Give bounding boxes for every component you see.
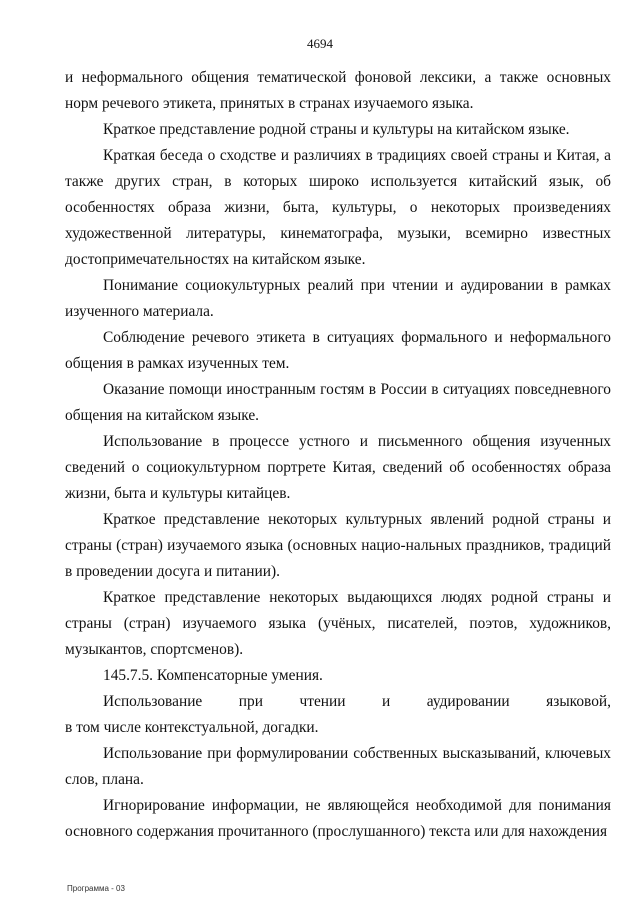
paragraph-continuation: и неформального общения тематической фоновой лексики, а также основных норм речевого этикета, принятых в странах изучаемого языка. — [65, 69, 611, 112]
document-body — [65, 65, 611, 845]
paragraph: Краткое представление некоторых выдающихся людях родной страны и страны (стран) изучаемого языка (учёных, писателей, поэтов, художников, музыкантов, спортсменов). — [65, 589, 611, 658]
paragraph: Краткое представление некоторых культурных явлений родной страны и страны (стран) изучаемого языка (основных нацио-нальных праздников, традиций в проведении досуга и питании). — [65, 511, 611, 580]
page-footer: Программа - 03 — [67, 884, 125, 893]
paragraph: Использование при чтении и аудировании языковой, — [103, 693, 611, 710]
paragraph: Понимание социокультурных реалий при чтении и аудировании в рамках изученного материала. — [65, 277, 611, 320]
paragraph: Краткая беседа о сходстве и различиях в традициях своей страны и Китая, а также других стран, в которых широко используется китайский язык, об особенностях образа жизни, быта, культуры, о некоторых произведениях художественной литературы, кинематографа, музыки, всемирно известных достопримечательностях на китайском языке. — [65, 147, 611, 268]
section-heading: 145.7.5. Компенсаторные умения. — [103, 667, 323, 684]
paragraph: Использование в процессе устного и письменного общения изученных сведений о социокультурном портрете Китая, сведений об особенностях образа жизни, быта и культуры китайцев. — [65, 433, 611, 502]
paragraph-continuation: в том числе контекстуальной, догадки. — [65, 719, 319, 736]
page-number: 4694 — [307, 36, 333, 51]
paragraph: Игнорирование информации, не являющейся необходимой для понимания основного содержания прочитанного (прослушанного) текста или для нахождения — [65, 797, 611, 840]
paragraph: Использование при формулировании собственных высказываний, ключевых слов, плана. — [65, 745, 611, 788]
paragraph: Оказание помощи иностранным гостям в России в ситуациях повседневного общения на китайском языке. — [65, 381, 611, 424]
paragraph: Соблюдение речевого этикета в ситуациях формального и неформального общения в рамках изученных тем. — [65, 329, 611, 372]
paragraph: Краткое представление родной страны и культуры на китайском языке. — [103, 121, 570, 138]
